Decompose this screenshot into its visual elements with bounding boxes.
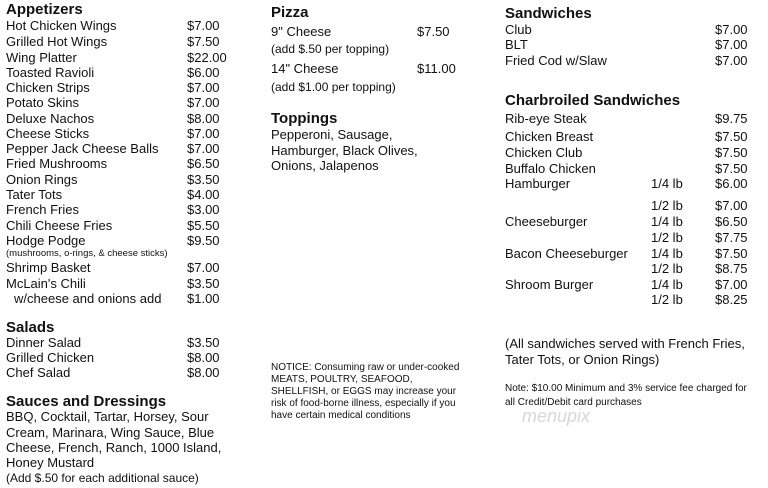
toppings-line: Onions, Jalapenos xyxy=(271,158,379,173)
toppings-heading: Toppings xyxy=(271,110,338,127)
menu-item-price: $7.00 xyxy=(715,53,748,68)
charbroiled-heading: Charbroiled Sandwiches xyxy=(505,92,681,109)
menu-item-name: Chicken Strips xyxy=(6,80,90,95)
menu-item-name: Dinner Salad xyxy=(6,335,82,350)
menu-item-price: $7.00 xyxy=(187,95,220,110)
menu-item-price: $7.00 xyxy=(715,277,748,292)
menu-item-price: $7.50 xyxy=(715,129,748,144)
menu-item-price: $7.50 xyxy=(715,246,748,261)
menu-item-price: $22.00 xyxy=(187,50,227,65)
menu-item-price: $6.50 xyxy=(187,156,220,171)
menu-item-name: 9" Cheese xyxy=(271,24,332,39)
menu-item-name: Chef Salad xyxy=(6,365,71,380)
menu-item-name: Fried Mushrooms xyxy=(6,156,108,171)
menu-item-name: Cheeseburger xyxy=(505,214,588,229)
appetizers-heading: Appetizers xyxy=(6,1,83,18)
menu-item-price: $9.75 xyxy=(715,111,748,126)
menu-item-size: 1/2 lb xyxy=(651,261,683,276)
card-note-line: Note: $10.00 Minimum and 3% service fee charged for xyxy=(505,383,747,394)
menu-item-price: $7.50 xyxy=(187,34,220,49)
menu-item-price: $7.75 xyxy=(715,230,748,245)
sandwiches-heading: Sandwiches xyxy=(505,5,592,22)
notice-line: NOTICE: Consuming raw or under-cooked xyxy=(271,362,460,373)
menu-item-name: Chicken Breast xyxy=(505,129,594,144)
menu-item-price: $6.00 xyxy=(187,65,220,80)
menu-item-price: $8.00 xyxy=(187,350,220,365)
menu-item-size: 1/2 lb xyxy=(651,292,683,307)
menu-item-name: BLT xyxy=(505,37,528,52)
sauces-note: (Add $.50 for each additional sauce) xyxy=(6,471,199,485)
card-note-line: all Credit/Debit card purchases xyxy=(505,397,642,408)
menu-item-name: Fried Cod w/Slaw xyxy=(505,53,607,68)
menu-item-name: Pepper Jack Cheese Balls xyxy=(6,141,159,156)
sauces-line: BBQ, Cocktail, Tartar, Horsey, Sour xyxy=(6,409,209,424)
menu-item-size: 1/4 lb xyxy=(651,176,683,191)
sauces-line: Cream, Marinara, Wing Sauce, Blue xyxy=(6,425,215,440)
menu-item-name: Grilled Chicken xyxy=(6,350,95,365)
menu-item-price: $7.00 xyxy=(715,37,748,52)
menu-item-price: $7.50 xyxy=(715,145,748,160)
menu-item-price: $3.50 xyxy=(187,276,220,291)
menu-item-price: $7.00 xyxy=(715,198,748,213)
menu-item-price: $7.00 xyxy=(187,18,220,33)
menu-item-price: $7.00 xyxy=(187,260,220,275)
served-with-line: (All sandwiches served with French Fries, xyxy=(505,336,745,351)
menu-item-name: Chili Cheese Fries xyxy=(6,218,113,233)
menu-item-name: w/cheese and onions add xyxy=(14,291,162,306)
menu-item-name: Rib-eye Steak xyxy=(505,111,587,126)
notice-line: risk of food-borne illness, especially if you xyxy=(271,398,456,409)
menu-item-name: Wing Platter xyxy=(6,50,77,65)
menu-item-name: Buffalo Chicken xyxy=(505,161,596,176)
sauces-heading: Sauces and Dressings xyxy=(6,393,167,410)
notice-line: MEATS, POULTRY, SEAFOOD, xyxy=(271,374,413,385)
menu-item-name: Hamburger xyxy=(505,176,571,191)
menu-item-price: $7.50 xyxy=(715,161,748,176)
menu-item-size: 1/4 lb xyxy=(651,214,683,229)
menu-item-price: $5.50 xyxy=(187,218,220,233)
menu-item-name: Hot Chicken Wings xyxy=(6,18,117,33)
menu-item-price: $7.00 xyxy=(187,141,220,156)
menu-item-name: Toasted Ravioli xyxy=(6,65,95,80)
menu-item-name: Bacon Cheeseburger xyxy=(505,246,628,261)
menu-item-price: $9.50 xyxy=(187,233,220,248)
menu-item-price: $8.25 xyxy=(715,292,748,307)
menu-item-name: Hodge Podge xyxy=(6,233,86,248)
menu-item-price: $7.00 xyxy=(187,80,220,95)
menu-item-size: 1/4 lb xyxy=(651,246,683,261)
menu-item-name: French Fries xyxy=(6,202,79,217)
menu-item-name: Club xyxy=(505,22,532,37)
menu-item-price: $8.00 xyxy=(187,111,220,126)
menu-item-price: $4.00 xyxy=(187,187,220,202)
menu-item-price: $3.00 xyxy=(187,202,220,217)
menu-item-price: $8.75 xyxy=(715,261,748,276)
menu-item-name: Cheese Sticks xyxy=(6,126,90,141)
menu-item-name: Potato Skins xyxy=(6,95,79,110)
menu-item-price: $1.00 xyxy=(187,291,220,306)
sauces-line: Cheese, French, Ranch, 1000 Island, xyxy=(6,440,222,455)
menu-item-price: $6.50 xyxy=(715,214,748,229)
topping-price-note: (add $.50 per topping) xyxy=(271,42,390,56)
menu-item-price: $3.50 xyxy=(187,172,220,187)
served-with-line: Tater Tots, or Onion Rings) xyxy=(505,352,660,367)
menu-item-size: 1/2 lb xyxy=(651,198,683,213)
salads-heading: Salads xyxy=(6,319,55,336)
menu-item-name: Deluxe Nachos xyxy=(6,111,95,126)
hodge-podge-note: (mushrooms, o-rings, & cheese sticks) xyxy=(6,248,168,259)
menu-item-name: Grilled Hot Wings xyxy=(6,34,108,49)
menu-item-price: $7.50 xyxy=(417,24,450,39)
toppings-line: Hamburger, Black Olives, xyxy=(271,143,418,158)
menu-item-name: Chicken Club xyxy=(505,145,583,160)
notice-line: have certain medical conditions xyxy=(271,410,411,421)
menu-item-name: Shrimp Basket xyxy=(6,260,91,275)
toppings-line: Pepperoni, Sausage, xyxy=(271,127,393,142)
menu-item-size: 1/2 lb xyxy=(651,230,683,245)
notice-line: SHELLFISH, or EGGS may increase your xyxy=(271,386,457,397)
sauces-line: Honey Mustard xyxy=(6,455,95,470)
pizza-heading: Pizza xyxy=(271,4,309,21)
menu-item-price: $7.00 xyxy=(715,22,748,37)
topping-price-note: (add $1.00 per topping) xyxy=(271,80,396,94)
menu-item-size: 1/4 lb xyxy=(651,277,683,292)
menu-item-price: $3.50 xyxy=(187,335,220,350)
menu-item-price: $6.00 xyxy=(715,176,748,191)
menu-item-name: Onion Rings xyxy=(6,172,78,187)
menu-item-name: Shroom Burger xyxy=(505,277,594,292)
watermark-logo: menupix xyxy=(522,406,591,426)
menu-item-name: Tater Tots xyxy=(6,187,63,202)
menu-item-name: 14" Cheese xyxy=(271,61,339,76)
menu-item-price: $11.00 xyxy=(417,61,456,76)
menu-item-price: $8.00 xyxy=(187,365,220,380)
menu-item-price: $7.00 xyxy=(187,126,220,141)
menu-item-name: McLain's Chili xyxy=(6,276,86,291)
